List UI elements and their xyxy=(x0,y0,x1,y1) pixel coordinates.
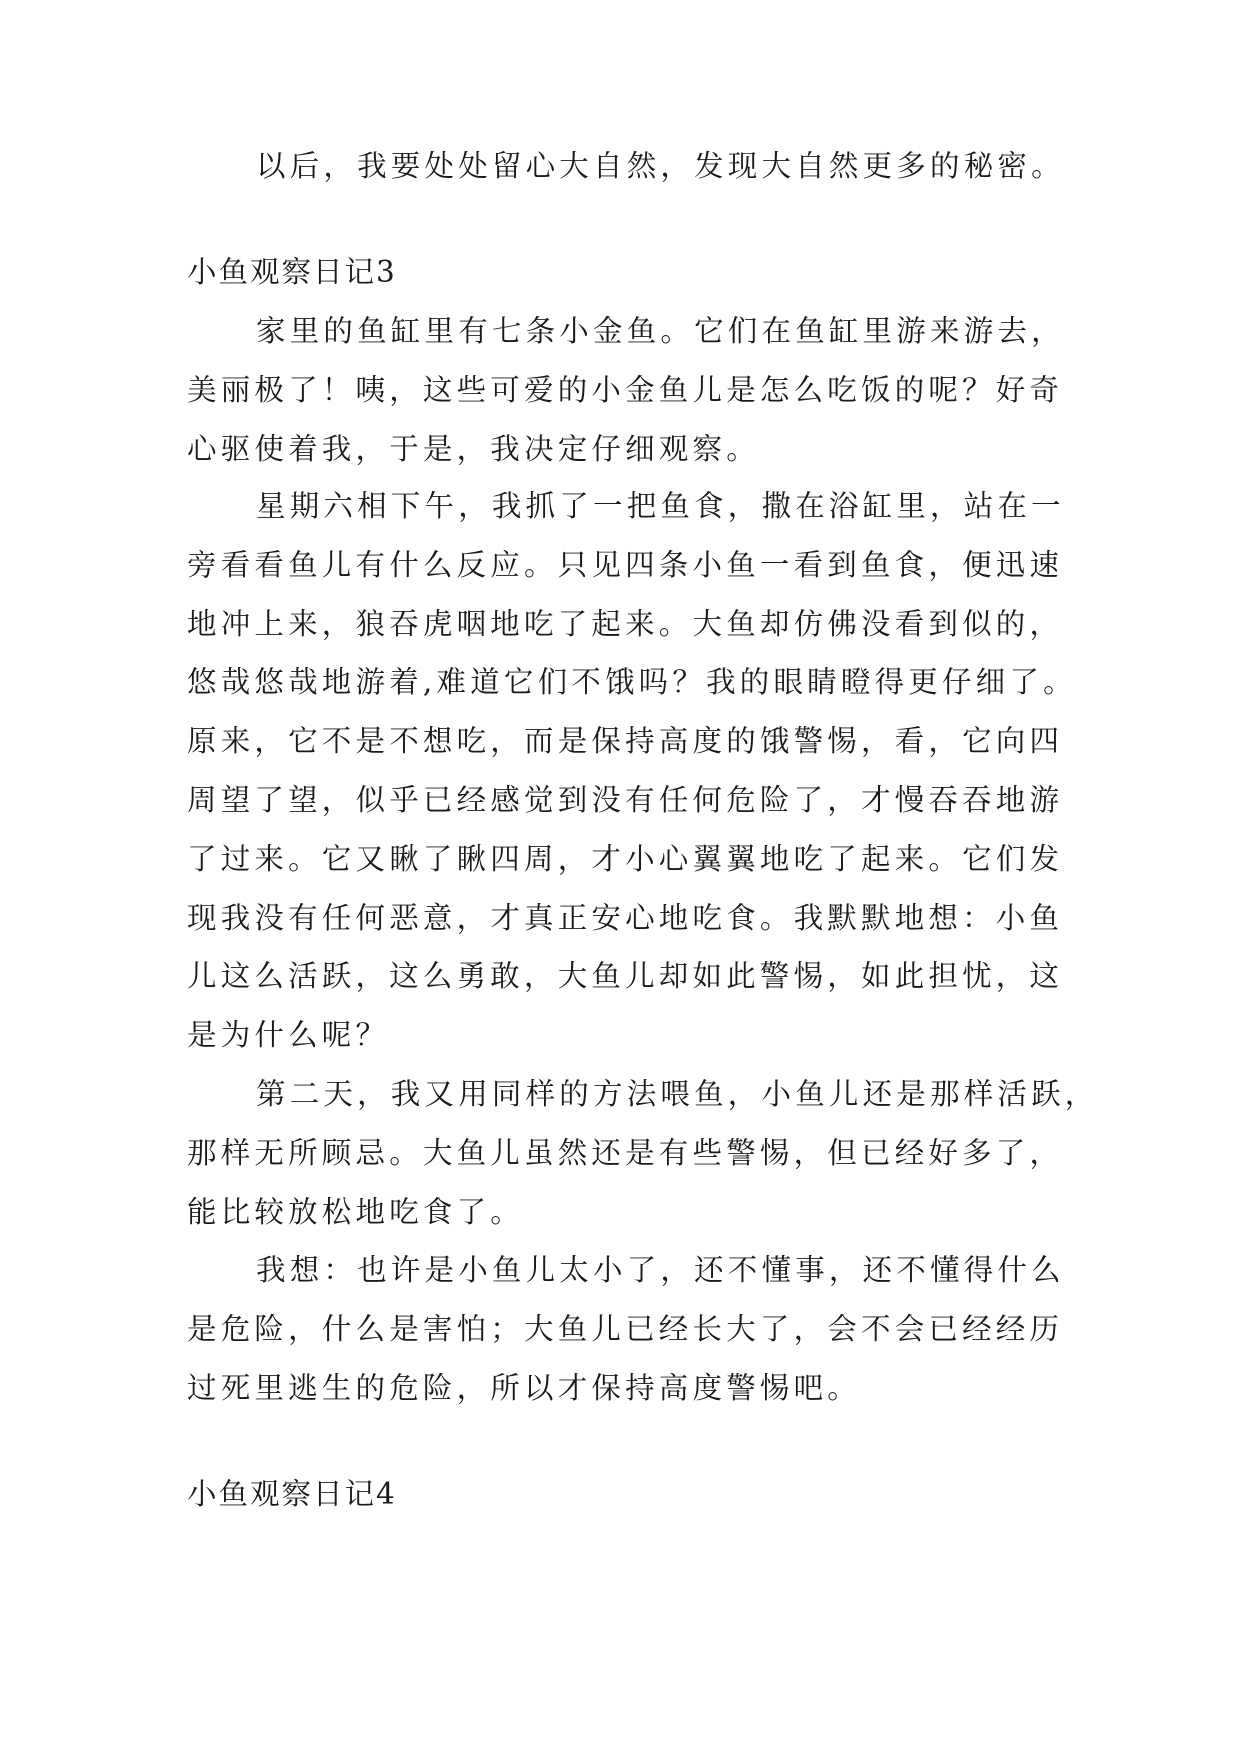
paragraph-line: 地冲上来，狼吞虎咽地吃了起来。大鱼却仿佛没看到似的， xyxy=(187,607,1064,641)
paragraph-line: 旁看看鱼儿有什么反应。只见四条小鱼一看到鱼食，便迅速 xyxy=(187,548,1064,582)
paragraph-line: 了过来。它又瞅了瞅四周，才小心翼翼地吃了起来。它们发 xyxy=(187,842,1064,876)
paragraph-line: 星期六相下午，我抓了一把鱼食，撒在浴缸里，站在一 xyxy=(256,489,1065,523)
paragraph-line: 过死里逃生的危险，所以才保持高度警惕吧。 xyxy=(187,1371,862,1405)
paragraph-line: 原来，它不是不想吃，而是保持高度的饿警惕，看，它向四 xyxy=(187,724,1064,758)
paragraph-line: 是为什么呢？ xyxy=(187,1018,390,1052)
paragraph-line: 悠哉悠哉地游着,难道它们不饿吗？我的眼睛瞪得更仔细了。 xyxy=(187,665,1077,699)
paragraph-line: 心驱使着我，于是，我决定仔细观察。 xyxy=(187,432,760,466)
paragraph-line: 现我没有任何恶意，才真正安心地吃食。我默默地想：小鱼 xyxy=(187,901,1064,935)
paragraph-line: 能比较放松地吃食了。 xyxy=(187,1195,525,1229)
section-heading-3: 小鱼观察日记3 xyxy=(187,255,397,289)
paragraph-line: 周望了望，似乎已经感觉到没有任何危险了，才慢吞吞地游 xyxy=(187,783,1064,817)
paragraph-line: 那样无所顾忌。大鱼儿虽然还是有些警惕，但已经好多了， xyxy=(187,1136,1064,1170)
paragraph-line: 家里的鱼缸里有七条小金鱼。它们在鱼缸里游来游去， xyxy=(256,314,1065,348)
paragraph-line: 是危险，什么是害怕；大鱼儿已经长大了，会不会已经经历 xyxy=(187,1312,1064,1346)
paragraph-line: 我想：也许是小鱼儿太小了，还不懂事，还不懂得什么 xyxy=(256,1253,1065,1287)
intro-paragraph-line: 以后，我要处处留心大自然，发现大自然更多的秘密。 xyxy=(256,149,1065,183)
section-heading-4: 小鱼观察日记4 xyxy=(187,1477,397,1511)
paragraph-line: 第二天，我又用同样的方法喂鱼，小鱼儿还是那样活跃， xyxy=(256,1077,1099,1111)
paragraph-line: 儿这么活跃，这么勇敢，大鱼儿却如此警惕，如此担忧，这 xyxy=(187,959,1064,993)
paragraph-line: 美丽极了！咦，这些可爱的小金鱼儿是怎么吃饭的呢？好奇 xyxy=(187,373,1064,407)
